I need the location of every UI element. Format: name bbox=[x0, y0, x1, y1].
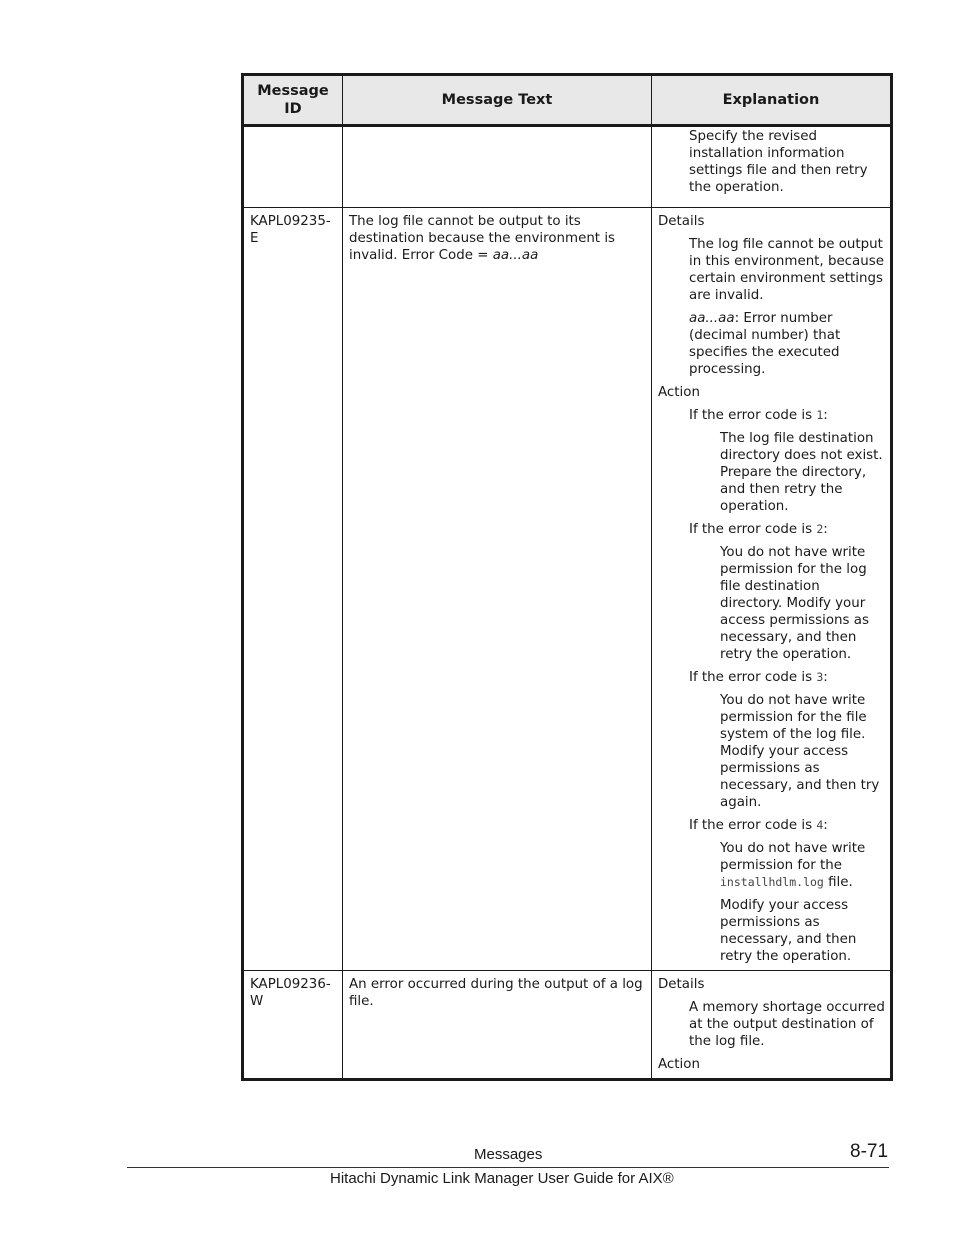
footer-book-title: Hitachi Dynamic Link Manager User Guide for AIX® bbox=[330, 1170, 674, 1187]
footer-divider bbox=[127, 1167, 889, 1168]
header-explanation: Explanation bbox=[652, 75, 892, 126]
case-1-text: The log file destination directory does not exist. Prepare the directory, and then retry the operation. bbox=[720, 431, 883, 514]
case-2-text: You do not have write permission for the log file destination directory. Modify your access permissions as necessary, and then retry the operation. bbox=[720, 545, 869, 662]
header-message-id: Message ID bbox=[243, 75, 343, 126]
page-number: 8-71 bbox=[850, 1141, 889, 1162]
error-code-variable: aa...aa bbox=[492, 248, 539, 263]
case-3-heading: If the error code is 3: bbox=[689, 670, 828, 685]
message-text: The log file cannot be output to its destination because the environment is invalid. Error Code = bbox=[349, 214, 616, 263]
message-id-cell: KAPL09236-W bbox=[243, 971, 343, 1080]
table-row-kapl09235 bbox=[243, 208, 892, 971]
action-label: Action bbox=[658, 385, 700, 400]
table-row-continuation bbox=[243, 126, 892, 208]
details-label: Details bbox=[658, 214, 705, 229]
cell-id-empty bbox=[243, 126, 343, 208]
explanation-cell bbox=[652, 208, 892, 971]
case-3-code: 3 bbox=[816, 670, 824, 684]
details-text: A memory shortage occurred at the output destination of the log file. bbox=[689, 1000, 885, 1049]
log-file-name: installhdlm.log bbox=[720, 875, 824, 889]
header-message-text: Message Text bbox=[343, 75, 652, 126]
messages-table bbox=[241, 73, 893, 1081]
continued-explanation-text: Specify the revised installation information settings file and then retry the operation. bbox=[689, 129, 868, 195]
table-header-row bbox=[243, 75, 892, 126]
table-row-kapl09236 bbox=[243, 971, 892, 1080]
case-1-heading: If the error code is 1: bbox=[689, 408, 828, 423]
case-4-text-2: Modify your access permissions as necessary, and then retry the operation. bbox=[720, 898, 857, 964]
message-text-cell bbox=[343, 208, 652, 971]
case-3-text: You do not have write permission for the file system of the log file. Modify your access permissions as necessary, and then try again. bbox=[720, 693, 880, 810]
case-1-code: 1 bbox=[816, 408, 824, 422]
case-4-heading: If the error code is 4: bbox=[689, 818, 828, 833]
explanation-cell bbox=[652, 971, 892, 1080]
details-variable-text: aa...aa: Error number (decimal number) that specifies the executed processing. bbox=[689, 311, 841, 377]
case-4-code: 4 bbox=[816, 818, 824, 832]
details-label: Details bbox=[658, 977, 705, 992]
case-4-text: You do not have write permission for the installhdlm.log file. bbox=[720, 841, 866, 890]
cell-explanation-continued bbox=[652, 126, 892, 208]
footer-section-title: Messages bbox=[474, 1146, 543, 1163]
details-variable: aa...aa bbox=[689, 311, 735, 326]
message-id-cell: KAPL09235-E bbox=[243, 208, 343, 971]
case-2-code: 2 bbox=[816, 522, 824, 536]
cell-text-empty bbox=[343, 126, 652, 208]
action-label: Action bbox=[658, 1057, 700, 1072]
details-text: The log file cannot be output in this environment, because certain environment settings are invalid. bbox=[689, 237, 884, 303]
case-2-heading: If the error code is 2: bbox=[689, 522, 828, 537]
message-text-cell: An error occurred during the output of a log file. bbox=[343, 971, 652, 1080]
